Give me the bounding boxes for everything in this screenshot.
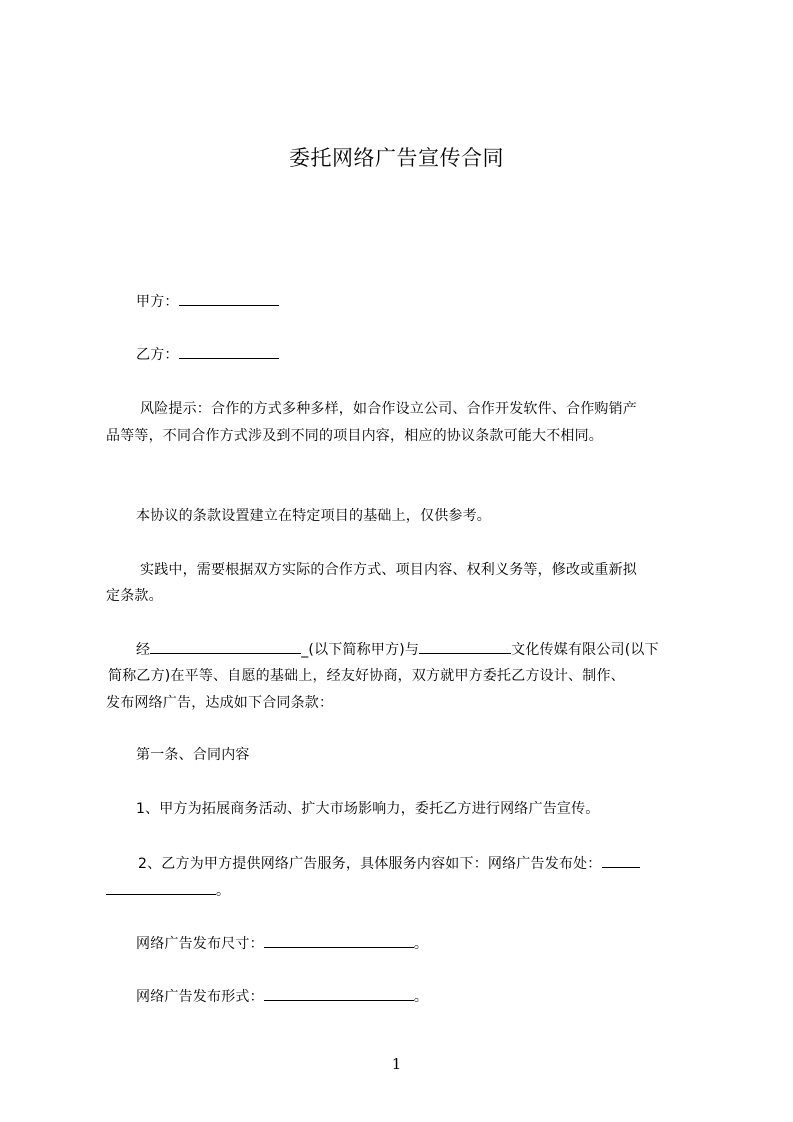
article-1-item-1: 1、甲方为拓展商务活动、扩大市场影响力，委托乙方进行网络广告宣传。 bbox=[136, 801, 600, 817]
publish-place-blank-2 bbox=[106, 881, 216, 895]
ad-size-blank bbox=[264, 934, 414, 948]
risk-line-2: 品等等，不同合作方式涉及到不同的项目内容，相应的协议条款可能大不相同。 bbox=[106, 428, 603, 444]
ad-form-end: 。 bbox=[413, 989, 429, 1005]
note-2-line-1: 实践中，需要根据双方实际的合作方式、项目内容、权利义务等，修改或重新拟 bbox=[140, 562, 637, 578]
ad-form-label: 网络广告发布形式： bbox=[136, 989, 264, 1005]
intro-line-2: 简称乙方)在平等、自愿的基础上，经友好协商，双方就甲方委托乙方设计、制作、 bbox=[108, 668, 625, 684]
intro-mid-1: _(以下简称甲方)与 bbox=[301, 642, 420, 658]
item-2-end: 。 bbox=[216, 883, 231, 899]
ad-size-end: 。 bbox=[413, 936, 429, 952]
article-1-item-2-line-1 bbox=[138, 854, 700, 873]
publish-place-blank-1 bbox=[602, 854, 640, 868]
party-b-line bbox=[136, 345, 698, 364]
article-1-heading: 第一条、合同内容 bbox=[136, 747, 250, 763]
page-number: 1 bbox=[391, 1055, 402, 1073]
ad-form-line bbox=[136, 987, 698, 1006]
article-1-item-2-line-2 bbox=[106, 881, 698, 900]
ad-size-line bbox=[136, 934, 698, 953]
ad-size-label: 网络广告发布尺寸： bbox=[136, 936, 264, 952]
intro-prefix: 经 bbox=[136, 642, 151, 658]
risk-line-1: 风险提示：合作的方式多种多样，如合作设立公司、合作开发软件、合作购销产 bbox=[140, 401, 637, 417]
party-a-line bbox=[136, 292, 698, 311]
note-2-line-2: 定条款。 bbox=[106, 588, 163, 604]
document-title: 委托网络广告宣传合同 bbox=[289, 146, 504, 170]
intro-blank-2 bbox=[419, 640, 511, 654]
intro-line-3: 发布网络广告，达成如下合同条款： bbox=[106, 695, 334, 711]
note-1: 本协议的条款设置建立在特定项目的基础上，仅供参考。 bbox=[136, 508, 491, 524]
intro-blank-1 bbox=[150, 640, 301, 654]
party-a-label: 甲方： bbox=[136, 294, 179, 310]
party-b-blank bbox=[179, 345, 279, 359]
intro-mid-2: 文化传媒有限公司(以下 bbox=[511, 642, 659, 658]
ad-form-blank bbox=[264, 987, 414, 1001]
item-2-text: 2、乙方为甲方提供网络广告服务，具体服务内容如下：网络广告发布处： bbox=[138, 856, 602, 872]
party-a-blank bbox=[179, 292, 279, 306]
party-b-label: 乙方： bbox=[136, 347, 179, 363]
intro-line-1 bbox=[136, 640, 698, 659]
